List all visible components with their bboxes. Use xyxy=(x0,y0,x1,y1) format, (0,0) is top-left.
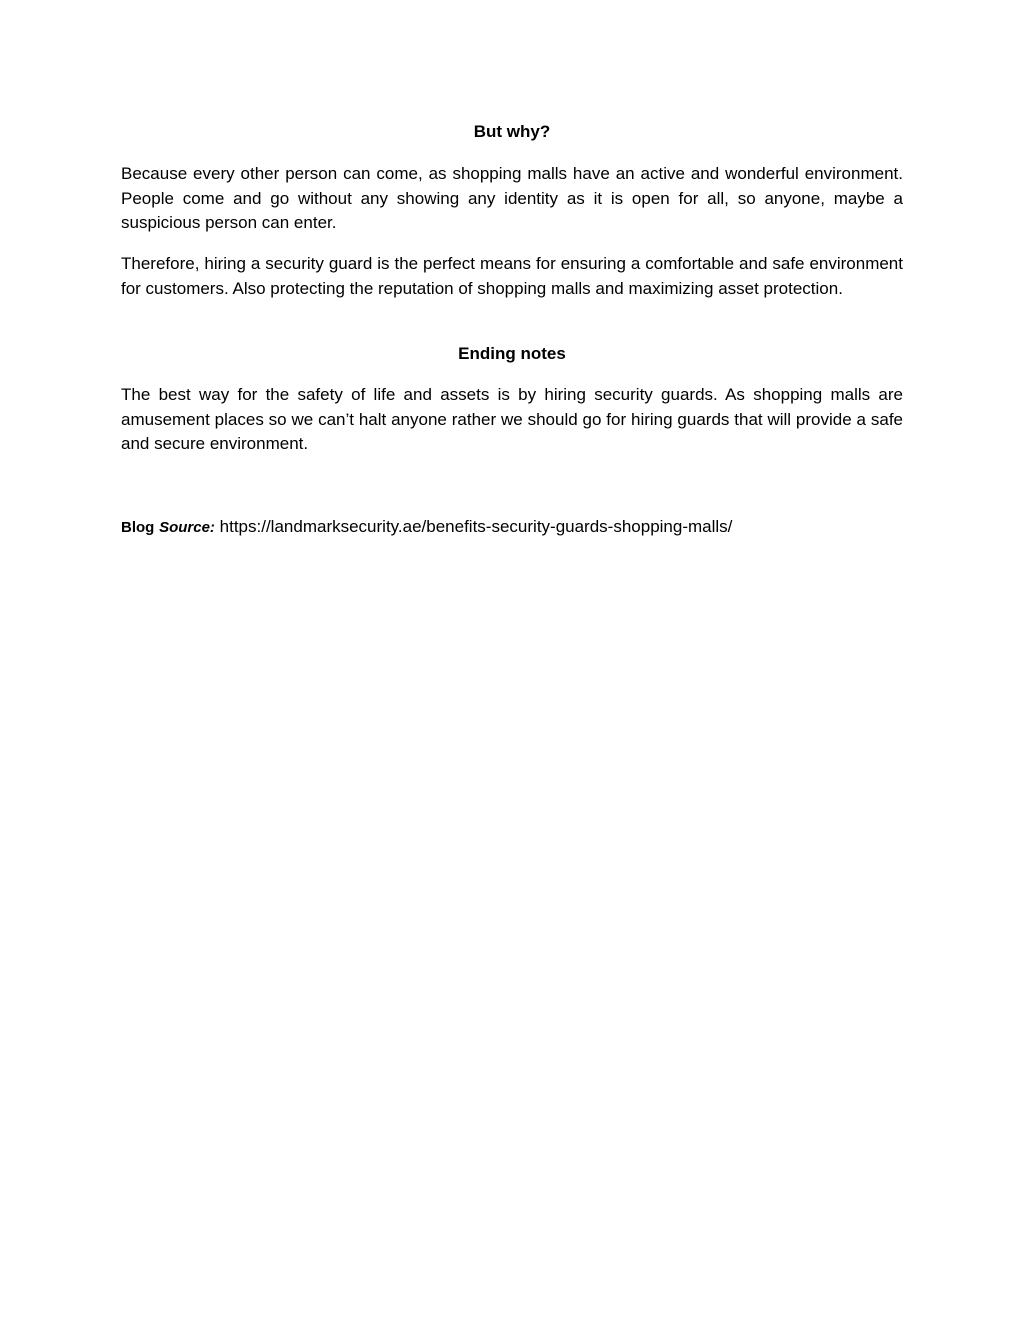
paragraph-conclusion: The best way for the safety of life and assets is by hiring security guards. As shopping malls are amusement places so we can’t halt anyone rather we should go for hiring guards that will provide a safe and secure environment. xyxy=(121,385,903,453)
paragraph-open-access: Because every other person can come, as shopping malls have an active and wonderful environment. People come and go without any showing any identity as it is open for all, so anyone, maybe a suspicious person can enter. xyxy=(121,164,903,232)
section-heading-ending-notes: Ending notes xyxy=(458,344,566,363)
section-heading-but-why: But why? xyxy=(473,122,551,141)
blog-label: Blog xyxy=(121,519,155,536)
source-url: https://landmarksecurity.ae/benefits-security-guards-shopping-malls/ xyxy=(219,517,733,536)
source-label: Source: xyxy=(159,519,215,536)
paragraph-hiring-guard: Therefore, hiring a security guard is the perfect means for ensuring a comfortable and safe environment for customers. Also protecting the reputation of shopping malls and maximizing asset protection. xyxy=(121,254,903,298)
source-line xyxy=(121,515,903,540)
